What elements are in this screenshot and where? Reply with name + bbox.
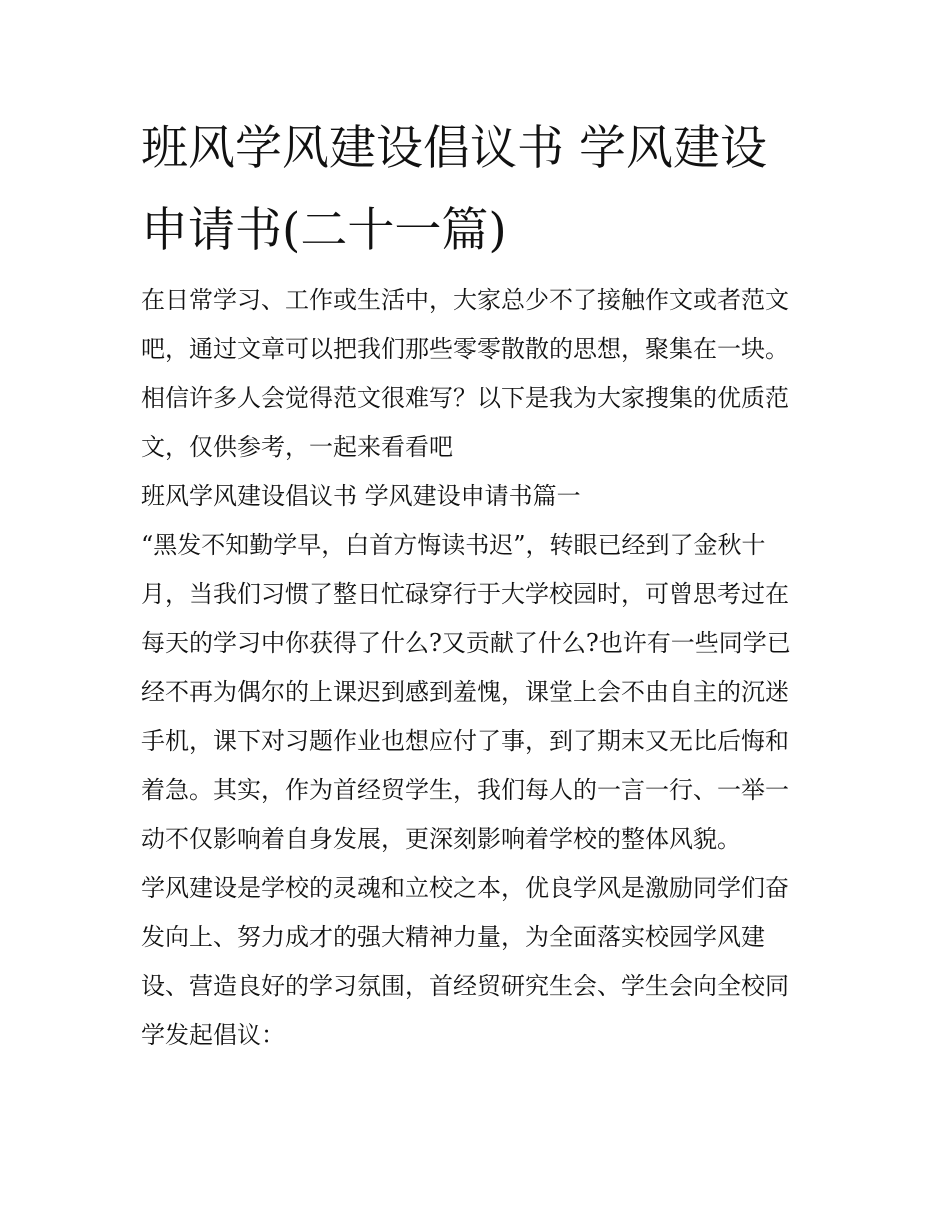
title-line: 班风学风建设倡议书 学风建设: [141, 121, 767, 176]
document-title: [141, 108, 813, 272]
text-line: 发向上、努力成才的强大精神力量，为全面落实校园学风建: [141, 923, 765, 951]
text-line: 吧，通过文章可以把我们那些零零散散的思想，聚集在一块。: [141, 335, 789, 363]
text-line: 设、营造良好的学习氛围，首经贸研究生会、学生会向全校同: [141, 972, 789, 1000]
text-line: 每天的学习中你获得了什么?又贡献了什么?也许有一些同学已: [141, 629, 791, 657]
text-line: 经不再为偶尔的上课迟到感到羞愧，课堂上会不由自主的沉迷: [141, 678, 789, 706]
body-paragraph: [141, 521, 813, 864]
text-line: 相信许多人会觉得范文很难写？以下是我为大家搜集的优质范: [141, 384, 789, 412]
text-line: 学风建设是学校的灵魂和立校之本，优良学风是激励同学们奋: [141, 874, 789, 902]
section-heading: [141, 472, 813, 521]
text-line: 学发起倡议：: [141, 1021, 285, 1049]
text-line: “黑发不知勤学早，白首方悔读书迟”，转眼已经到了金秋十: [141, 531, 766, 559]
text-line: 在日常学习、工作或生活中，大家总少不了接触作文或者范文: [141, 286, 789, 314]
title-line: 申请书(二十一篇): [141, 203, 507, 258]
text-line: 文，仅供参考，一起来看看吧: [141, 433, 453, 461]
text-line: 手机，课下对习题作业也想应付了事，到了期末又无比后悔和: [141, 727, 789, 755]
intro-paragraph: [141, 276, 813, 472]
text-line: 着急。其实，作为首经贸学生，我们每人的一言一行、一举一: [141, 776, 789, 804]
text-line: 班风学风建设倡议书 学风建设申请书篇一: [141, 482, 581, 510]
body-paragraph: [141, 864, 813, 1060]
text-line: 月，当我们习惯了整日忙碌穿行于大学校园时，可曾思考过在: [141, 580, 789, 608]
text-line: 动不仅影响着自身发展，更深刻影响着学校的整体风貌。: [141, 825, 741, 853]
document-body: [141, 108, 813, 1060]
